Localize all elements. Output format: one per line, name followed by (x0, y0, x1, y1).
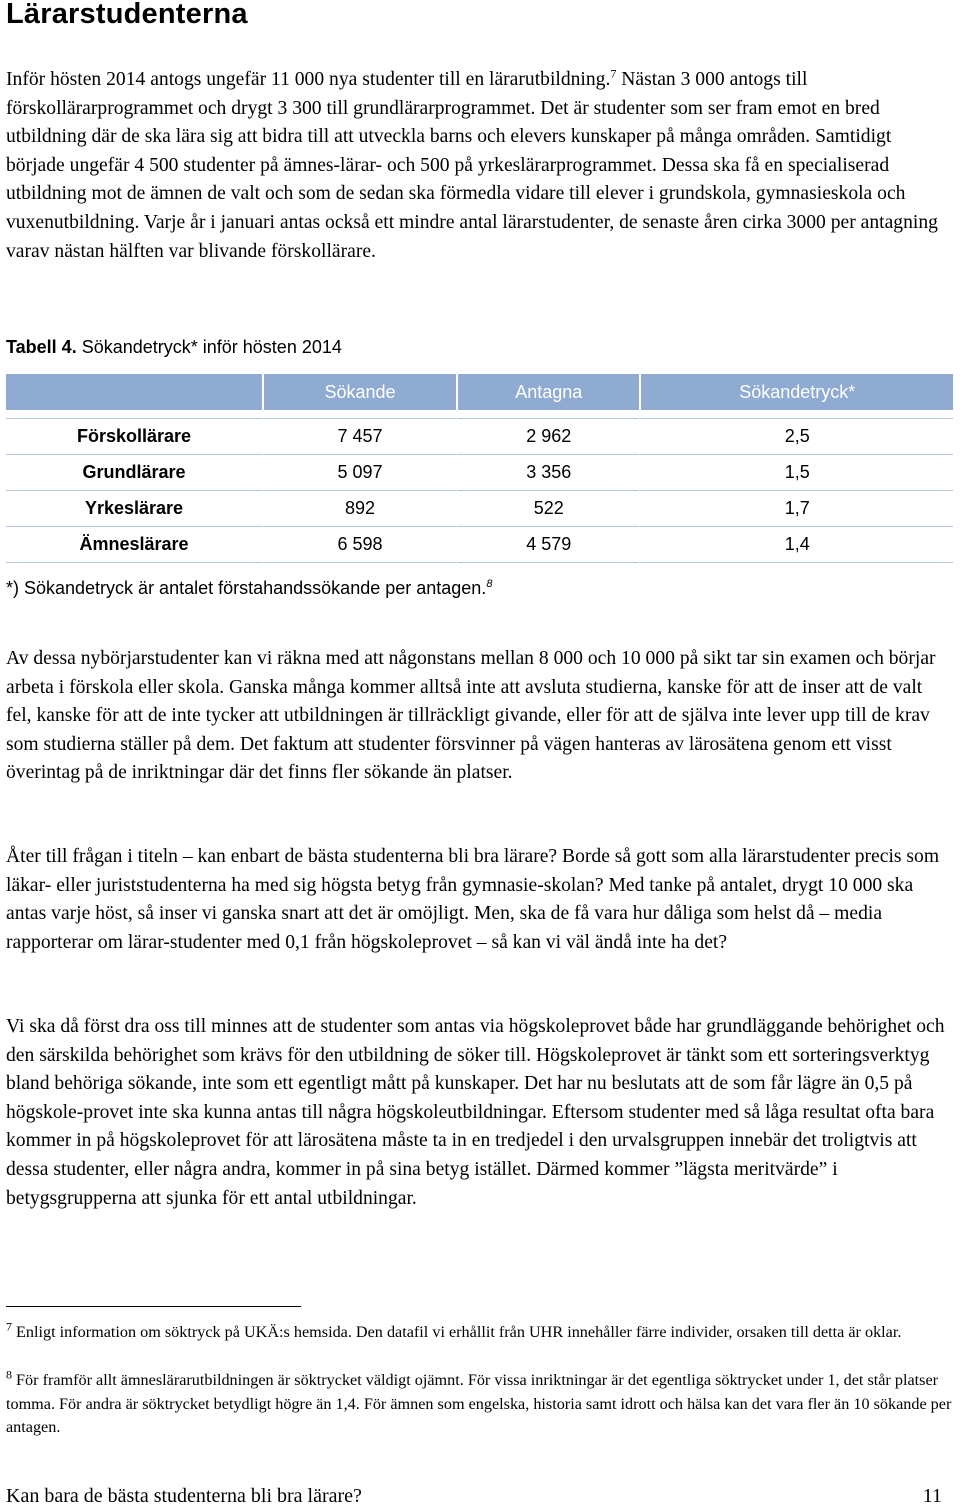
paragraph-question: Åter till frågan i titeln – kan enbart de bästa studenterna bli bra lärare? Borde så gott som alla lärarstudenter precis som läkar- eller juriststudenterna ha med sig högsta betyg från gymnasie-skolan? Med tanke på antalet, drygt 10 000 ska antas varje höst, så inser vi ganska snart att det är omöjligt. Men, ska de få vara hur dåliga som helst då – media rapporterar om lärar-studenter med 0,1 från högskoleprovet – så kan vi väl ändå inte ha det? (6, 846, 940, 953)
row-label: Grundlärare (6, 455, 262, 491)
paragraph-intro-text-b: Nästan 3 000 antogs till förskollärarprogrammet och drygt 3 300 till grundlärarprogrammet. Det är studenter som ser fram emot en bred utbildning där de ska lära sig att bidra till att utveckla barns och elevers kunskaper på många områden. Samtidigt började ungefär 4 500 studenter på ämnes-lärar- och 500 på yrkeslärarprogrammet. Dessa ska få en specialiserad utbildning mot de ämnen de valt och som de sedan ska förmedla vidare till elever i grundskola, gymnasieskola och vuxenutbildning. Varje år i januari antas också ett mindre antal lärarstudenter, de senaste åren cirka 3000 per antagning varav nästan hälften var blivande förskollärare. (6, 69, 938, 262)
footnote-separator (6, 1306, 301, 1307)
paragraph-graduation: Av dessa nybörjarstudenter kan vi räkna med att någonstans mellan 8 000 och 10 000 på sikt tar sin examen och börjar arbeta i förskola eller skola. Ganska många kommer alltså inte att avsluta studierna, kanske för att de inser att de valt fel, kanske för att de inte tycker att utbildningen är tillräckligt givande, eller för att de själva inte lever upp till de krav som studierna ställer på dem. Det faktum att studenter försvinner på vägen hanteras av lärosätena genom ett visst överintag på de inriktningar där det finns fler sökande än platser. (6, 648, 936, 784)
table-row (6, 418, 953, 455)
table-header-row (6, 374, 953, 410)
cell-sokande: 7 457 (262, 418, 456, 455)
paragraph-intro-text-a: Inför hösten 2014 antogs ungefär 11 000 nya studenter till en lärarutbildning. (6, 69, 611, 90)
cell-antagna: 522 (456, 491, 639, 527)
table-caption (6, 337, 342, 358)
table-note (6, 578, 492, 599)
table-row (6, 527, 953, 563)
footer-title: Kan bara de bästa studenterna bli bra lärare? (6, 1485, 362, 1507)
table-header-corner (6, 374, 262, 410)
table-caption-label: Tabell 4. (6, 337, 77, 357)
table-row (6, 455, 953, 491)
column-header-sokandetryck: Sökandetryck* (639, 374, 953, 410)
footnote-ref-8[interactable]: 8 (486, 578, 493, 590)
cell-sokande: 5 097 (262, 455, 456, 491)
footnote-number: 7 (6, 1319, 12, 1334)
footnote-ref-7[interactable]: 7 (610, 66, 617, 81)
cell-sokande: 6 598 (262, 527, 456, 563)
cell-antagna: 4 579 (456, 527, 639, 563)
footnote-number: 8 (6, 1367, 12, 1382)
table-spacer (6, 410, 953, 418)
row-label: Förskollärare (6, 418, 262, 455)
cell-sokandetryck: 1,4 (639, 527, 953, 563)
footnote-text: För framför allt ämneslärarutbildningen är söktrycket väldigt ojämnt. För vissa inriktningar är det egentliga söktrycket under 1, det står platser tomma. För andra är söktrycket betydligt högre än 1,4. För ämnen som engelska, historia samt idrott och hälsa kan det vara fler än 10 sökande per antagen. (6, 1371, 952, 1436)
row-label: Ämneslärare (6, 527, 262, 563)
applicant-pressure-table (6, 374, 953, 563)
column-header-sokande: Sökande (262, 374, 456, 410)
page-number: 11 (922, 1485, 942, 1507)
cell-sokande: 892 (262, 491, 456, 527)
table-note-text: *) Sökandetryck är antalet förstahandssökande per antagen. (6, 578, 487, 598)
cell-sokandetryck: 2,5 (639, 418, 953, 455)
row-label: Yrkeslärare (6, 491, 262, 527)
section-heading: Lärarstudenterna (6, 0, 248, 30)
column-header-antagna: Antagna (456, 374, 639, 410)
footnote-text: Enligt information om söktryck på UKÄ:s hemsida. Den datafil vi erhållit från UHR innehåller färre individer, orsaken till detta är oklar. (12, 1323, 902, 1341)
paragraph-intro (6, 66, 952, 266)
cell-sokandetryck: 1,7 (639, 491, 953, 527)
table-row (6, 491, 953, 527)
cell-antagna: 3 356 (456, 455, 639, 491)
footnote-7 (6, 1321, 952, 1345)
cell-antagna: 2 962 (456, 418, 639, 455)
footnote-8 (6, 1369, 952, 1440)
paragraph-hogskoleprovet: Vi ska då först dra oss till minnes att de studenter som antas via högskoleprovet både har grundläggande behörighet och den särskilda behörighet som krävs för den utbildning de söker till. Högskoleprovet är tänkt som ett sorteringsverktyg bland behöriga sökande, inte som ett egentligt mått på kunskaper. Det har nu beslutats att de som får lägre än 0,5 på högskole-provet inte ska kunna antas till några högskoleutbildningar. Eftersom studenter med så låga resultat ofta bara kommer in på högskoleprovet för att lärosätena måste ta in en tredjedel i den urvalsgruppen innebär det troligtvis att dessa studenter, eller några andra, kommer in på sina betyg istället. Därmed kommer ”lägsta meritvärde” i betygsgrupperna att sjunka för ett antal utbildningar. (6, 1016, 945, 1209)
cell-sokandetryck: 1,5 (639, 455, 953, 491)
table-caption-text: Sökandetryck* inför hösten 2014 (76, 337, 342, 357)
page-footer (6, 1485, 952, 1511)
